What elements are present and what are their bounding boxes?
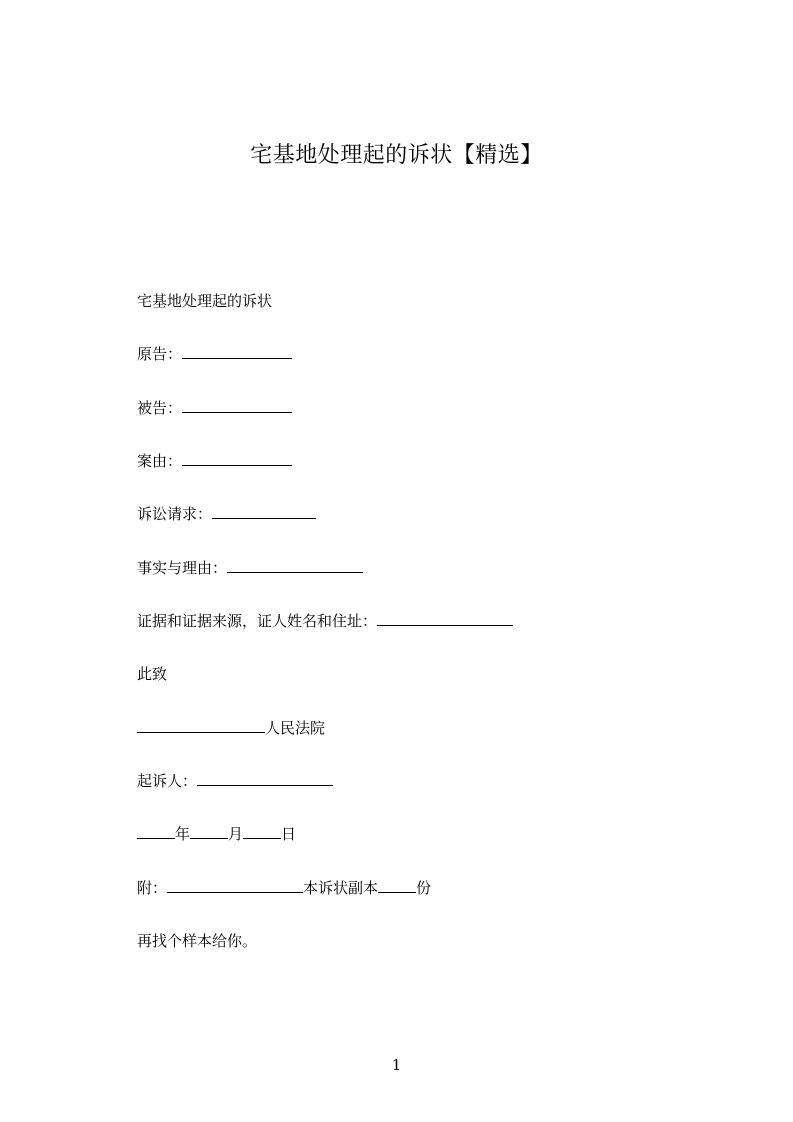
month-label: 月: [228, 825, 244, 843]
signature-blank: [197, 772, 333, 786]
cause-label: 案由：: [137, 452, 183, 470]
day-blank: [243, 825, 281, 839]
defendant-label: 被告：: [137, 399, 183, 417]
closing-note: 再找个样本给你。: [137, 932, 258, 950]
facts-blank: [227, 559, 363, 573]
date-line: [137, 823, 296, 845]
claims-blank: [212, 505, 316, 519]
document-title: 宅基地处理起的诉状【精选】: [250, 143, 543, 168]
cause-blank: [182, 452, 292, 466]
facts-label: 事实与理由：: [137, 559, 228, 577]
defendant-blank: [182, 399, 292, 413]
evidence-label: 证据和证据来源，证人姓名和住址：: [137, 612, 378, 630]
claims-label: 诉讼请求：: [137, 505, 213, 523]
court-line: [137, 717, 325, 739]
document-subtitle: 宅基地处理起的诉状: [137, 292, 273, 310]
attachment-copies-unit: 份: [416, 879, 432, 897]
attachment-prefix: 附：: [137, 879, 168, 897]
page-number: 1: [391, 1056, 402, 1074]
court-blank: [137, 719, 265, 733]
court-suffix: 人民法院: [265, 719, 326, 737]
cause-line: [137, 450, 292, 472]
plaintiff-line: [137, 343, 292, 365]
claims-line: [137, 503, 316, 525]
copies-count-blank: [378, 879, 416, 893]
month-blank: [190, 825, 228, 839]
attachment-copies-text: 本诉状副本: [303, 879, 379, 897]
salutation: 此致: [137, 665, 168, 683]
defendant-line: [137, 397, 292, 419]
attachment-line: [137, 877, 431, 899]
plaintiff-sign-label: 起诉人：: [137, 772, 198, 790]
attachment-blank: [167, 879, 303, 893]
facts-line: [137, 557, 363, 579]
day-label: 日: [281, 825, 297, 843]
evidence-line: [137, 610, 513, 632]
evidence-blank: [377, 612, 513, 626]
year-label: 年: [175, 825, 191, 843]
signature-line: [137, 770, 333, 792]
plaintiff-label: 原告：: [137, 345, 183, 363]
plaintiff-blank: [182, 345, 292, 359]
year-blank: [137, 825, 175, 839]
